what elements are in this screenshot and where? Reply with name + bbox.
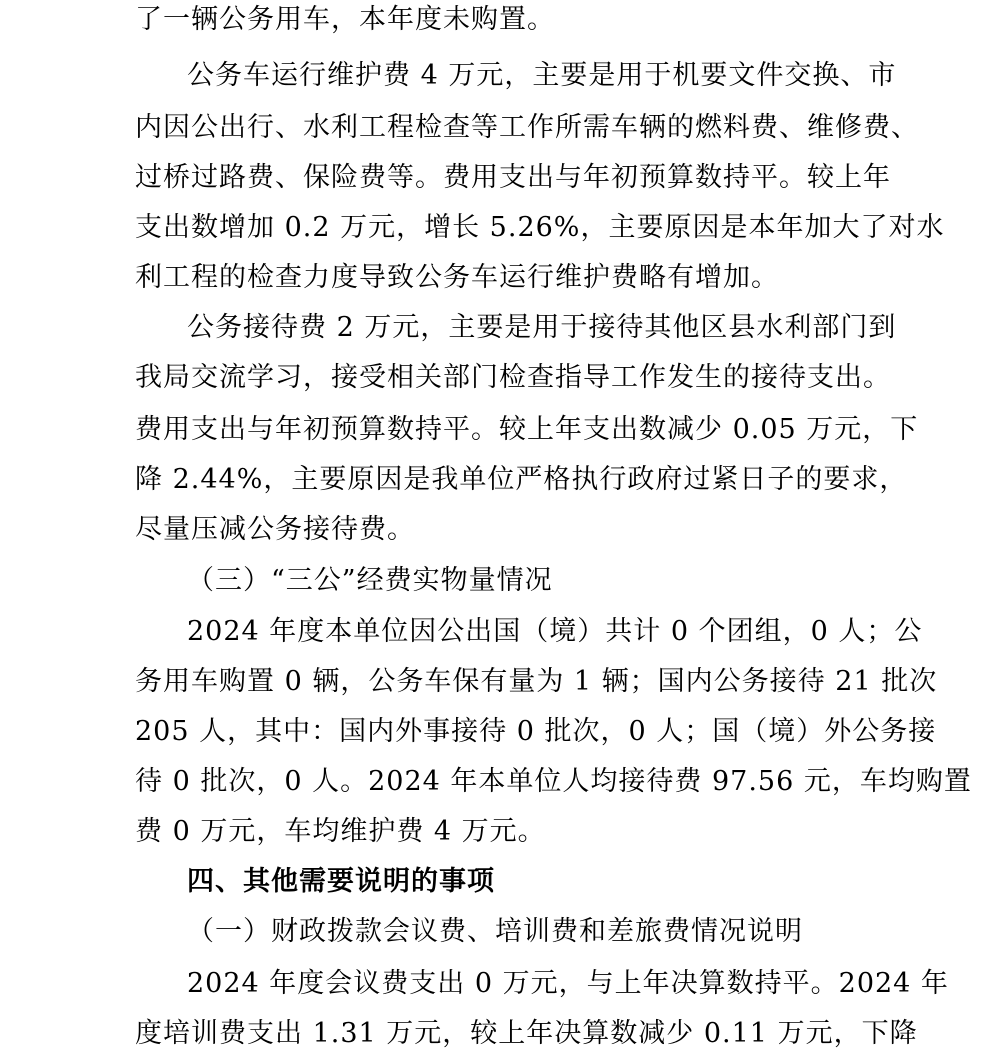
paragraph-line: 内因公出行、水利工程检查等工作所需车辆的燃料费、维修费、 [135, 112, 919, 143]
paragraph-line: 2024 年度会议费支出 0 万元，与上年决算数持平。2024 年 [187, 968, 949, 999]
section-heading: （三）“三公”经费实物量情况 [187, 565, 553, 596]
paragraph-line: 利工程的检查力度导致公务车运行维护费略有增加。 [135, 262, 779, 293]
paragraph-line: 尽量压减公务接待费。 [135, 514, 415, 545]
paragraph-line: 我局交流学习，接受相关部门检查指导工作发生的接待支出。 [135, 362, 891, 393]
paragraph-line: 降 2.44%，主要原因是我单位严格执行政府过紧日子的要求， [135, 464, 908, 495]
chapter-heading: 四、其他需要说明的事项 [187, 866, 495, 897]
text-line: 了一辆公务用车，本年度未购置。 [135, 4, 555, 35]
paragraph-line: 费 0 万元，车均维护费 4 万元。 [135, 816, 546, 847]
paragraph-line: 务用车购置 0 辆，公务车保有量为 1 辆；国内公务接待 21 批次 [135, 666, 938, 697]
paragraph-line: 205 人，其中：国内外事接待 0 批次，0 人；国（境）外公务接 [135, 716, 937, 747]
paragraph-line: 2024 年度本单位因公出国（境）共计 0 个团组，0 人；公 [187, 616, 923, 647]
paragraph-line: 公务车运行维护费 4 万元，主要是用于机要文件交换、市 [187, 60, 897, 91]
paragraph-line: 过桥过路费、保险费等。费用支出与年初预算数持平。较上年 [135, 162, 891, 193]
paragraph-line: 公务接待费 2 万元，主要是用于接待其他区县水利部门到 [187, 312, 897, 343]
paragraph-line: 支出数增加 0.2 万元，增长 5.26%，主要原因是本年加大了对水 [135, 212, 945, 243]
paragraph-line: 待 0 批次，0 人。2024 年本单位人均接待费 97.56 元，车均购置 [135, 766, 972, 797]
section-heading: （一）财政拨款会议费、培训费和差旅费情况说明 [187, 916, 803, 947]
paragraph-line: 度培训费支出 1.31 万元，较上年决算数减少 0.11 万元，下降 [135, 1018, 918, 1049]
paragraph-line: 费用支出与年初预算数持平。较上年支出数减少 0.05 万元，下 [135, 414, 919, 445]
